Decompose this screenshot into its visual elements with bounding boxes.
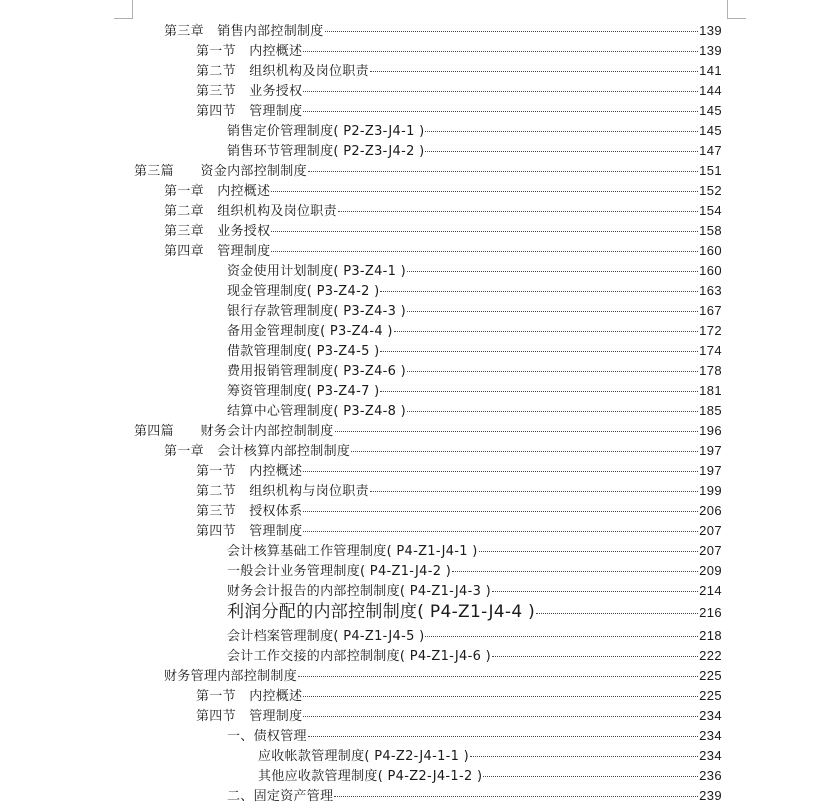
- toc-entry-label: 销售定价管理制度( P2-Z3-J4-1 ): [227, 124, 425, 139]
- toc-entry-page-number: 234: [699, 728, 722, 743]
- toc-leader-dots: [407, 357, 698, 372]
- toc-leader-dots: [338, 197, 698, 212]
- toc-entry-label: 第三节 业务授权: [196, 84, 303, 99]
- toc-entry-page-number: 214: [699, 583, 722, 598]
- toc-leader-dots: [470, 742, 698, 757]
- toc-leader-dots: [479, 537, 698, 552]
- toc-entry-label: 其他应收款管理制度( P4-Z2-J4-1-2 ): [258, 769, 483, 784]
- toc-leader-dots: [335, 417, 699, 432]
- toc-leader-dots: [303, 682, 698, 697]
- toc-leader-dots: [334, 782, 698, 797]
- toc-entry-label: 一、债权管理: [227, 729, 307, 744]
- toc-entry-page-number: 225: [699, 668, 722, 683]
- toc-entry-label: 第三章 销售内部控制制度: [164, 24, 324, 39]
- toc-entry-page-number: 147: [699, 143, 722, 158]
- toc-leader-dots: [425, 137, 698, 152]
- toc-entry-page-number: 172: [699, 323, 722, 338]
- toc-entry-label: 结算中心管理制度( P3-Z4-8 ): [227, 404, 407, 419]
- toc-entry-label: 第四篇 财务会计内部控制制度: [134, 424, 334, 439]
- toc-entry-page-number: 141: [699, 63, 722, 78]
- toc-entry-page-number: 218: [699, 628, 722, 643]
- toc-leader-dots: [308, 722, 698, 737]
- toc-entry-label: 第四节 管理制度: [196, 104, 303, 119]
- toc-leader-dots: [303, 457, 698, 472]
- toc-leader-dots: [271, 177, 698, 192]
- toc-leader-dots: [425, 117, 698, 132]
- toc-entry-page-number: 167: [699, 303, 722, 318]
- toc-entry-page-number: 144: [699, 83, 722, 98]
- toc-entry-label: 费用报销管理制度( P3-Z4-6 ): [227, 364, 407, 379]
- toc-entry-label: 二、固定资产管理: [227, 789, 334, 804]
- toc-entry[interactable]: [0, 540, 833, 560]
- toc-leader-dots: [303, 37, 698, 52]
- toc-entry-label: 第一节 内控概述: [196, 44, 303, 59]
- toc-entry-label: 应收帐款管理制度( P4-Z2-J4-1-1 ): [258, 749, 470, 764]
- toc-entry-label: 会计档案管理制度( P4-Z1-J4-5 ): [227, 629, 425, 644]
- toc-entry-page-number: 145: [699, 103, 722, 118]
- toc-leader-dots: [407, 397, 698, 412]
- toc-entry-label: 第二章 组织机构及岗位职责: [164, 204, 337, 219]
- toc-leader-dots: [303, 97, 698, 112]
- toc-entry-label: 现金管理制度( P3-Z4-2 ): [227, 284, 380, 299]
- toc-leader-dots: [303, 77, 698, 92]
- toc-entry-page-number: 139: [699, 23, 722, 38]
- toc-entry[interactable]: [0, 745, 833, 765]
- toc-entry-label: 会计核算基础工作管理制度( P4-Z1-J4-1 ): [227, 544, 478, 559]
- toc-leader-dots: [407, 257, 698, 272]
- toc-entry[interactable]: [0, 600, 833, 625]
- toc-entry-page-number: 185: [699, 403, 722, 418]
- toc-leader-dots: [370, 57, 698, 72]
- toc-leader-dots: [380, 337, 698, 352]
- toc-leader-dots: [452, 557, 698, 572]
- toc-entry-page-number: 206: [699, 503, 722, 518]
- toc-leader-dots: [425, 622, 698, 637]
- toc-leader-dots: [351, 437, 698, 452]
- toc-leader-dots: [271, 237, 698, 252]
- toc-entry-page-number: 178: [699, 363, 722, 378]
- toc-entry-page-number: 196: [699, 423, 722, 438]
- page-corner-mark-right: [727, 0, 746, 19]
- toc-leader-dots: [271, 217, 698, 232]
- table-of-contents: [0, 20, 833, 805]
- toc-entry-line: [227, 785, 722, 807]
- toc-entry-page-number: 222: [699, 648, 722, 663]
- toc-entry-label: 银行存款管理制度( P3-Z4-3 ): [227, 304, 407, 319]
- toc-leader-dots: [407, 297, 698, 312]
- toc-entry-page-number: 207: [699, 543, 722, 558]
- toc-entry-label: 第三章 业务授权: [164, 224, 271, 239]
- toc-entry[interactable]: [0, 120, 833, 140]
- toc-entry-label: 筹资管理制度( P3-Z4-7 ): [227, 384, 380, 399]
- toc-entry[interactable]: [0, 785, 833, 805]
- toc-leader-dots: [298, 662, 698, 677]
- toc-entry-label: 第二节 组织机构与岗位职责: [196, 484, 369, 499]
- toc-entry-page-number: 234: [699, 748, 722, 763]
- toc-entry-label: 第一章 内控概述: [164, 184, 271, 199]
- toc-entry[interactable]: [0, 725, 833, 745]
- toc-leader-dots: [303, 702, 698, 717]
- toc-entry[interactable]: [0, 560, 833, 580]
- toc-entry-label: 第一节 内控概述: [196, 464, 303, 479]
- toc-entry-label: 会计工作交接的内部控制制度( P4-Z1-J4-6 ): [227, 649, 491, 664]
- toc-entry-label: 一般会计业务管理制度( P4-Z1-J4-2 ): [227, 564, 452, 579]
- toc-entry-page-number: 234: [699, 708, 722, 723]
- toc-entry-label: 资金使用计划制度( P3-Z4-1 ): [227, 264, 407, 279]
- toc-leader-dots: [303, 517, 698, 532]
- toc-entry-label: 第三篇 资金内部控制制度: [134, 164, 307, 179]
- toc-leader-dots: [380, 377, 698, 392]
- toc-entry-page-number: 207: [699, 523, 722, 538]
- toc-entry-page-number: 199: [699, 483, 722, 498]
- toc-leader-dots: [492, 642, 698, 657]
- toc-entry-page-number: 154: [699, 203, 722, 218]
- toc-entry-label: 利润分配的内部控制制度( P4-Z1-J4-4 ): [227, 602, 536, 622]
- toc-leader-dots: [536, 599, 698, 614]
- toc-entry-page-number: 216: [699, 605, 722, 620]
- toc-leader-dots: [308, 157, 698, 172]
- toc-entry-page-number: 225: [699, 688, 722, 703]
- toc-entry-label: 第一章 会计核算内部控制制度: [164, 444, 351, 459]
- toc-entry-page-number: 197: [699, 463, 722, 478]
- toc-entry-label: 财务会计报告的内部控制制度( P4-Z1-J4-3 ): [227, 584, 491, 599]
- toc-entry-page-number: 239: [699, 788, 722, 803]
- toc-leader-dots: [394, 317, 698, 332]
- toc-leader-dots: [492, 577, 698, 592]
- toc-entry-label: 借款管理制度( P3-Z4-5 ): [227, 344, 380, 359]
- toc-leader-dots: [325, 17, 699, 32]
- toc-entry-label: 第一节 内控概述: [196, 689, 303, 704]
- toc-entry-label: 第二节 组织机构及岗位职责: [196, 64, 369, 79]
- toc-entry-label: 备用金管理制度( P3-Z4-4 ): [227, 324, 393, 339]
- toc-entry-label: 第四章 管理制度: [164, 244, 271, 259]
- toc-entry-page-number: 160: [699, 243, 722, 258]
- toc-entry-label: 第三节 授权体系: [196, 504, 303, 519]
- toc-entry-page-number: 158: [699, 223, 722, 238]
- toc-entry-page-number: 236: [699, 768, 722, 783]
- toc-leader-dots: [303, 497, 698, 512]
- toc-leader-dots: [370, 477, 698, 492]
- toc-leader-dots: [380, 277, 698, 292]
- toc-entry-label: 第四节 管理制度: [196, 524, 303, 539]
- toc-entry-label: 财务管理内部控制制度: [164, 669, 298, 684]
- page-corner-mark-left: [114, 0, 133, 19]
- toc-entry-page-number: 181: [699, 383, 722, 398]
- toc-entry-page-number: 209: [699, 563, 722, 578]
- toc-entry[interactable]: [0, 100, 833, 120]
- toc-entry[interactable]: [0, 520, 833, 540]
- toc-entry[interactable]: [0, 625, 833, 645]
- toc-entry-label: 销售环节管理制度( P2-Z3-J4-2 ): [227, 144, 425, 159]
- toc-entry-page-number: 151: [699, 163, 722, 178]
- toc-entry-page-number: 160: [699, 263, 722, 278]
- toc-entry-page-number: 197: [699, 443, 722, 458]
- toc-entry[interactable]: [0, 580, 833, 600]
- toc-entry-page-number: 174: [699, 343, 722, 358]
- toc-entry-page-number: 139: [699, 43, 722, 58]
- toc-entry-page-number: 145: [699, 123, 722, 138]
- toc-leader-dots: [483, 762, 698, 777]
- toc-entry-page-number: 163: [699, 283, 722, 298]
- toc-entry-label: 第四节 管理制度: [196, 709, 303, 724]
- toc-entry-page-number: 152: [699, 183, 722, 198]
